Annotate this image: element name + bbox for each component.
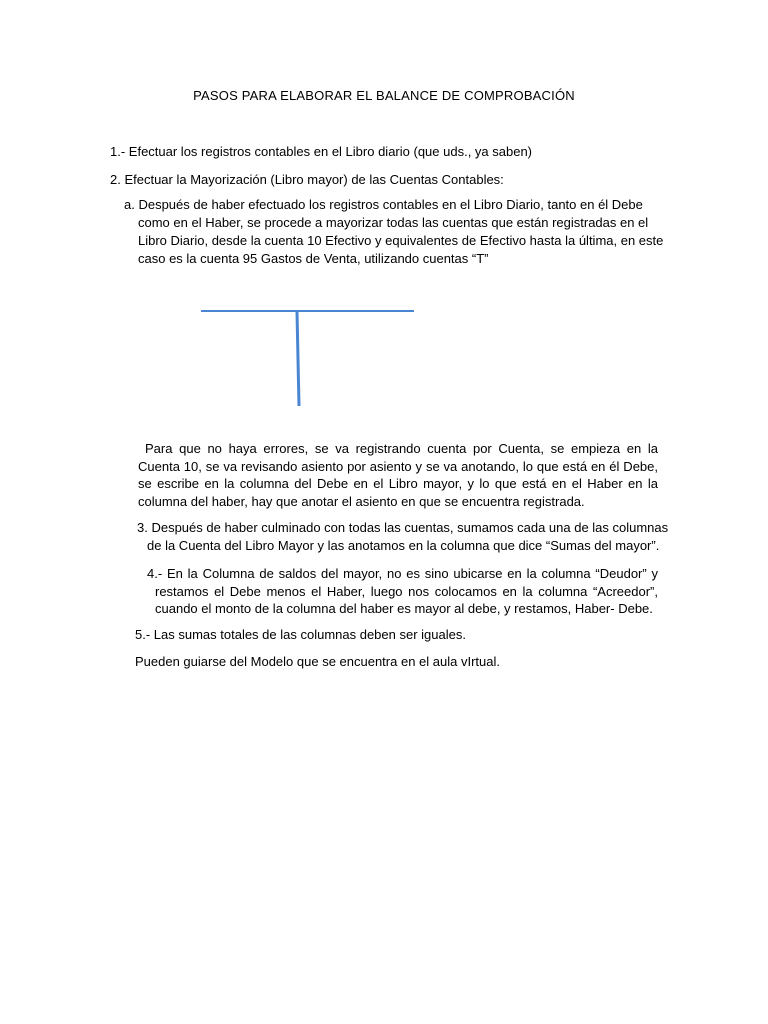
- step-3-line: de la Cuenta del Libro Mayor y las anotamos en la columna que dice “Sumas del mayor”.: [147, 538, 660, 553]
- step-4: 4.- En la Columna de saldos del mayor, no es sino ubicarse en la columna “Deudor” y restamos el Debe menos el Haber, luego nos colocamos en la columna “Acreedor”, cuando el monto de la columna del haber es mayor al debe, y restamos, Haber- Debe.: [147, 566, 658, 616]
- document-title: PASOS PARA ELABORAR EL BALANCE DE COMPROBACIÓN: [193, 88, 575, 103]
- step-2a-line: a. Después de haber efectuado los registros contables en el Libro Diario, tanto en él Debe: [124, 197, 643, 212]
- step-5: 5.- Las sumas totales de las columnas deben ser iguales.: [135, 627, 466, 642]
- step-1: 1.- Efectuar los registros contables en el Libro diario (que uds., ya saben): [110, 144, 533, 159]
- step-2: 2. Efectuar la Mayorización (Libro mayor) de las Cuentas Contables:: [110, 172, 504, 187]
- t-account-stem: [297, 312, 299, 406]
- t-account-diagram: [190, 300, 430, 415]
- step-2a-line: Libro Diario, desde la cuenta 10 Efectivo y equivalentes de Efectivo hasta la última, en este: [138, 233, 664, 248]
- paragraph-errors: Para que no haya errores, se va registrando cuenta por Cuenta, se empieza en la Cuenta 10, se va revisando asiento por asiento y se va anotando, lo que está en él Debe, se escribe en la columna del Debe en el Libro mayor, y lo que está en el Haber en la columna del haber, hay que anotar el asiento en que se encuentra registrada.: [138, 441, 658, 509]
- closing-note: Pueden guiarse del Modelo que se encuentra en el aula vIrtual.: [135, 654, 500, 669]
- step-2a-line: caso es la cuenta 95 Gastos de Venta, utilizando cuentas “T”: [138, 251, 489, 266]
- step-2a-line: como en el Haber, se procede a mayorizar todas las cuentas que están registradas en el: [138, 215, 649, 230]
- step-3-line: 3. Después de haber culminado con todas las cuentas, sumamos cada una de las columnas: [137, 520, 669, 535]
